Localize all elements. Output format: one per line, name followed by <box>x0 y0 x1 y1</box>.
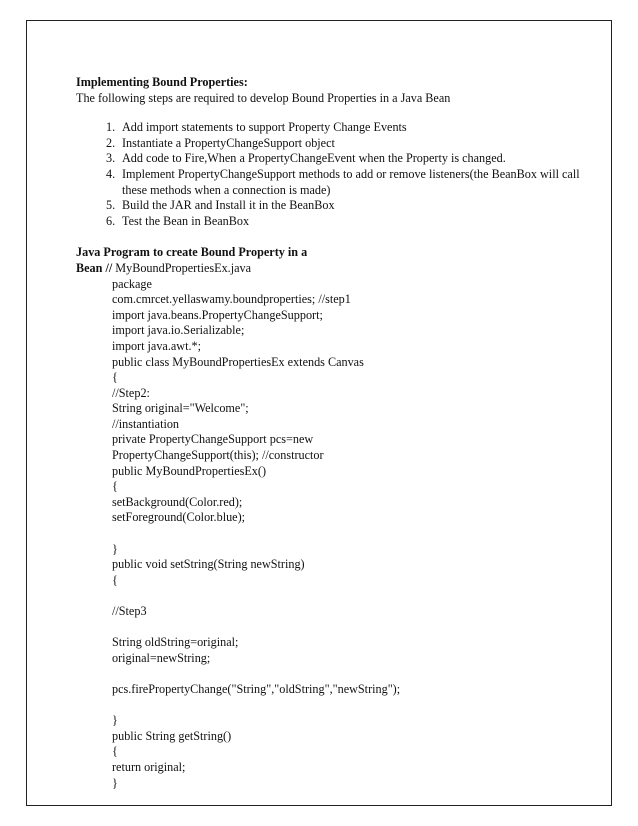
code-line: package <box>112 276 152 291</box>
list-item: 6. Test the Bean in BeanBox <box>106 213 250 228</box>
list-item: 1. Add import statements to support Property Change Events <box>106 120 407 135</box>
intro-paragraph: The following steps are required to develop Bound Properties in a Java Bean <box>76 90 451 105</box>
list-item: 3. Add code to Fire,When a PropertyChangeEvent when the Property is changed. <box>106 151 506 166</box>
code-line: private PropertyChangeSupport pcs=new <box>112 432 314 447</box>
code-line <box>112 588 586 604</box>
code-line: String oldString=original; <box>112 635 239 650</box>
code-line: } <box>112 775 118 790</box>
code-line: } <box>112 541 118 556</box>
code-line <box>112 620 586 636</box>
code-line: import java.beans.PropertyChangeSupport; <box>112 307 323 322</box>
code-line: public class MyBoundPropertiesEx extends Canvas <box>112 354 364 369</box>
program-filename: MyBoundPropertiesEx.java <box>112 260 252 275</box>
code-line: public MyBoundPropertiesEx() <box>112 463 267 478</box>
code-line: //Step3 <box>112 604 147 618</box>
steps-list <box>76 120 586 229</box>
code-line: public void setString(String newString) <box>112 557 305 572</box>
section-heading: Implementing Bound Properties: <box>76 75 248 89</box>
code-line: com.cmrcet.yellaswamy.boundproperties; //step1 <box>112 292 351 307</box>
code-line <box>112 698 586 714</box>
code-line: { <box>112 572 118 587</box>
code-line: setForeground(Color.blue); <box>112 510 246 525</box>
code-line: } <box>112 713 118 728</box>
code-line: { <box>112 744 118 759</box>
code-line: return original; <box>112 759 186 774</box>
code-line: original=newString; <box>112 650 211 665</box>
code-line <box>112 526 586 542</box>
code-line: //instantiation <box>112 416 180 431</box>
code-line: setBackground(Color.red); <box>112 494 243 509</box>
code-line <box>112 666 586 682</box>
code-line: //Step2: <box>112 385 150 400</box>
code-line: { <box>112 370 118 385</box>
document-body <box>76 75 586 791</box>
list-item: 2. Instantiate a PropertyChangeSupport object <box>106 135 335 150</box>
code-line: pcs.firePropertyChange("String","oldString","newString"); <box>112 681 401 696</box>
program-title-line2: Bean // MyBoundPropertiesEx.java <box>76 260 252 275</box>
list-item: 5. Build the JAR and Install it in the BeanBox <box>106 198 335 213</box>
list-item: 4. Implement PropertyChangeSupport methods to add or remove listeners(the BeanBox will call these methods when a connection is made) <box>106 166 580 197</box>
program-title: Java Program to create Bound Property in a <box>76 245 308 260</box>
code-line: public String getString() <box>112 728 232 743</box>
code-line: String original="Welcome"; <box>112 401 249 416</box>
code-line: PropertyChangeSupport(this); //constructor <box>112 448 324 463</box>
code-line: import java.io.Serializable; <box>112 323 245 338</box>
code-line: { <box>112 479 118 494</box>
code-line: import java.awt.*; <box>112 338 202 353</box>
code-block <box>112 277 586 792</box>
